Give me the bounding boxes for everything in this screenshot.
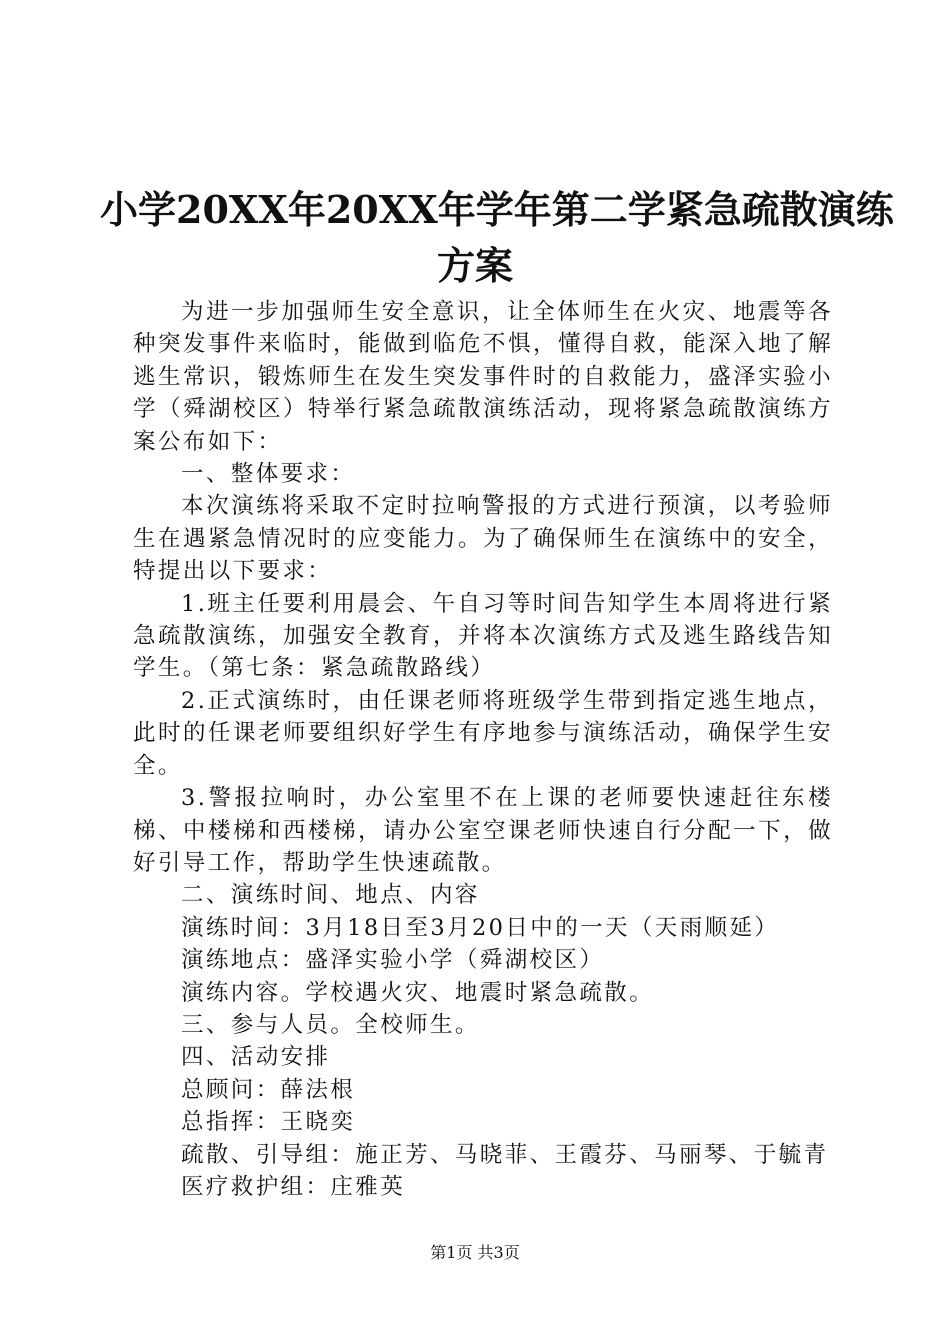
medical-group: 医疗救护组：庄雅英: [181, 1173, 406, 1200]
document-title-line-2: 方案: [436, 243, 513, 288]
drill-content: 演练内容。学校遇火灾、地震时紧急疏散。: [181, 979, 655, 1006]
list-item: 2.正式演练时，由任课老师将班级学生带到指定逃生地点，此时的任课老师要组织好学生有序地参与演练活动，确保学生安全。: [133, 687, 833, 779]
section-heading-2: 二、演练时间、地点、内容: [181, 882, 480, 909]
paragraph: 本次演练将采取不定时拉响警报的方式进行预演，以考验师生在遇紧急情况时的应变能力。为了确保师生在演练中的安全，特提出以下要求：: [133, 493, 833, 585]
list-item: 1.班主任要利用晨会、午自习等时间告知学生本周将进行紧急疏散演练，加强安全教育，并将本次演练方式及逃生路线告知学生。（第七条：紧急疏散路线）: [133, 590, 833, 682]
section-heading-3: 三、参与人员。全校师生。: [181, 1011, 480, 1038]
paragraph-intro: 为进一步加强师生安全意识，让全体师生在火灾、地震等各种突发事件来临时，能做到临危不惧，懂得自救，能深入地了解逃生常识，锻炼师生在发生突发事件时的自救能力，盛泽实验小学（舜湖校区）特举行紧急疏散演练活动，现将紧急疏散演练方案公布如下：: [133, 299, 833, 455]
list-item: 3.警报拉响时，办公室里不在上课的老师要快速赶往东楼梯、中楼梯和西楼梯，请办公室空课老师快速自行分配一下，做好引导工作，帮助学生快速疏散。: [133, 785, 833, 876]
document-body: [133, 296, 833, 1203]
page-footer: 第1页 共3页: [430, 1243, 520, 1262]
drill-location: 演练地点：盛泽实验小学（舜湖校区）: [181, 947, 605, 974]
section-heading-4: 四、活动安排: [181, 1044, 331, 1071]
chief-commander: 总指挥：王晓奕: [181, 1109, 356, 1136]
document-title-line-1: 小学20XX年20XX年学年第二学紧急疏散演练: [100, 187, 894, 232]
chief-advisor: 总顾问：薛法根: [181, 1076, 356, 1103]
drill-time: 演练时间：3月18日至3月20日中的一天（天雨顺延）: [181, 914, 780, 941]
evacuation-group: 疏散、引导组：施正芳、马晓菲、王霞芬、马丽琴、于毓青: [181, 1141, 829, 1168]
section-heading-1: 一、整体要求：: [181, 461, 356, 488]
